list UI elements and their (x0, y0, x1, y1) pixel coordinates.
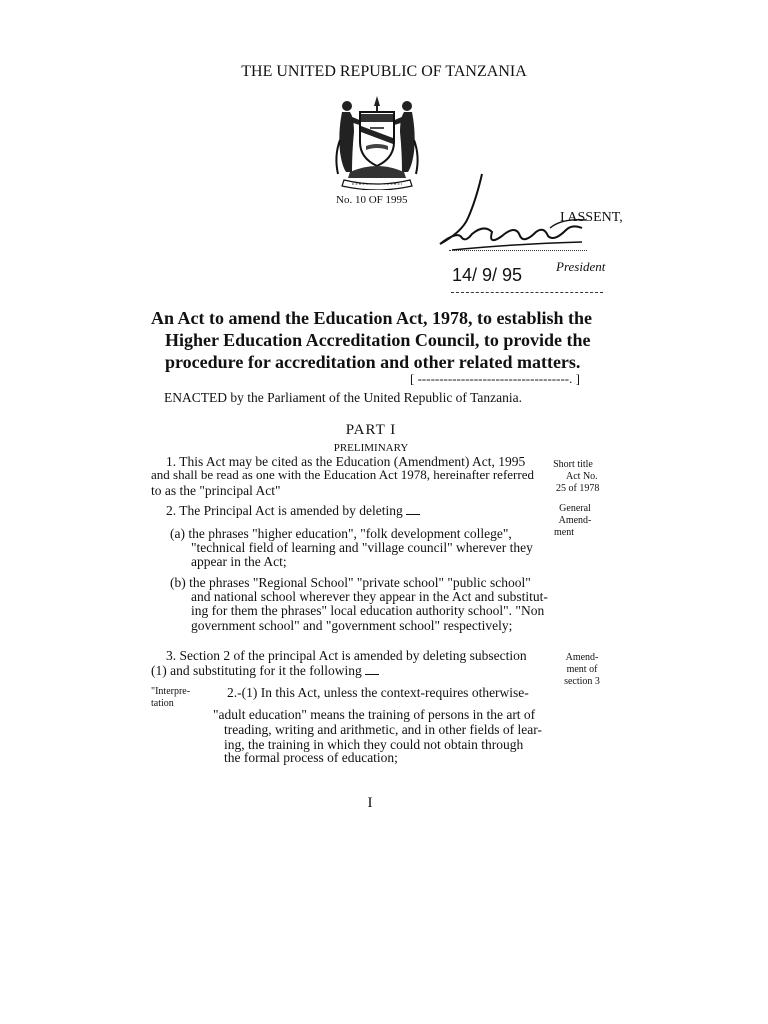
assent-date: 14/ 9/ 95 (452, 265, 523, 285)
act-number: No. 10 OF 1995 (336, 194, 408, 206)
section-2-para-a: "technical field of learning and "village council" wherever they (191, 540, 533, 555)
margin-note-interpretation: "Interpre- tation (151, 686, 191, 709)
section-2-para-b: ing for them the phrases" local education authority school". "Non (191, 603, 545, 618)
section-1-line: and shall be read as one with the Education Act 1978, hereinafter referred (151, 467, 534, 482)
page-number: I (367, 795, 373, 811)
definition-line: ing, the training in which they could not obtain through (224, 737, 524, 752)
coat-of-arms-icon (330, 92, 424, 195)
definition-line: "adult education" means the training of persons in the art of (213, 707, 536, 722)
enacting-clause: ENACTED by the Parliament of the United Republic of Tanzania. (164, 390, 522, 405)
section-2-para-b: government school" and "government school" respectively; (191, 618, 513, 633)
section-2-para-b: (b) the phrases "Regional School" "private school" "public school" (170, 575, 531, 590)
assent-text: I ASSENT, (560, 210, 623, 225)
long-title (151, 307, 592, 373)
margin-note-general-amendment: General Amend- ment (554, 503, 592, 538)
section-1-line: 1. This Act may be cited as the Education (Amendment) Act, 1995 (166, 454, 526, 469)
part-heading: PART I (345, 422, 397, 438)
definition-line: treading, writing and arithmetic, and in other fields of lear- (224, 722, 542, 737)
president-label: President (556, 259, 606, 274)
date-underline (451, 292, 603, 293)
section-3-line: (1) and substituting for it the following (151, 664, 379, 678)
em-dash (365, 674, 379, 675)
section-2-para-a: (a) the phrases "higher education", "folk development college", (170, 526, 512, 541)
section-2-para-b: and national school wherever they appear in the Act and substitut- (191, 589, 548, 604)
section-2-para-a: appear in the Act; (191, 554, 287, 569)
section-3-line: 3. Section 2 of the principal Act is amended by deleting subsection (166, 648, 527, 663)
document-header-title: THE UNITED REPUBLIC OF TANZANIA (241, 63, 527, 80)
em-dash (406, 514, 420, 515)
long-title-line: An Act to amend the Education Act, 1978, to establish the (151, 308, 593, 328)
definition-line: the formal process of education; (224, 750, 398, 765)
margin-note-amendment-section-3: Amend- ment of section 3 (564, 652, 600, 687)
margin-note-short-title: Short title Act No. 25 of 1978 (553, 459, 600, 494)
section-2-intro: 2. The Principal Act is amended by deleting (166, 504, 420, 518)
commencement-bracket: [ -----------------------------------. ] (410, 371, 580, 386)
signature-dotted-line (449, 250, 587, 251)
long-title-line: Higher Education Accreditation Council, to provide the (165, 330, 591, 350)
long-title-line: procedure for accreditation and other related matters. (165, 352, 581, 372)
part-subheading: PRELIMINARY (333, 442, 409, 454)
section-1-line: to as the "principal Act" (151, 483, 281, 498)
section-3-subsection: 2.-(1) In this Act, unless the context-requires otherwise- (227, 685, 529, 700)
